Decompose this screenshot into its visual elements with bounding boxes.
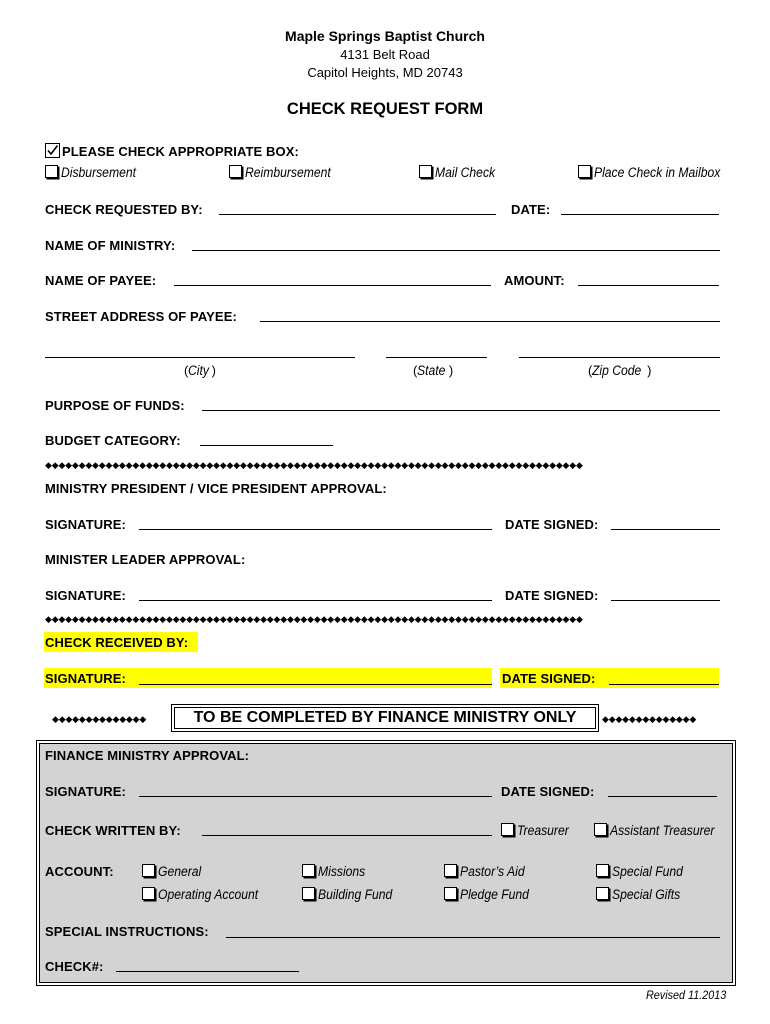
checkbox-label: Mail Check [435,165,496,180]
finance-signature-line[interactable] [139,796,492,797]
purpose-of-funds-line[interactable] [202,410,720,411]
name-of-payee-line[interactable] [174,285,491,286]
zip-line[interactable] [519,357,720,358]
checkbox-general[interactable] [142,863,206,881]
finance-banner-text: TO BE COMPLETED BY FINANCE MINISTRY ONLY [193,709,577,726]
checkbox-icon [45,165,58,178]
minister-date-signed-label: DATE SIGNED: [505,588,599,603]
purpose-of-funds-label: PURPOSE OF FUNDS: [45,398,185,413]
street-address-label: STREET ADDRESS OF PAYEE: [45,309,237,324]
name-of-payee-label: NAME OF PAYEE: [45,273,157,288]
city-caption: (City ) [184,363,216,378]
amount-line[interactable] [578,285,719,286]
checkbox-label: Missions [318,864,366,879]
president-signature-label: SIGNATURE: [45,517,126,532]
finance-banner [171,704,599,732]
check-received-by-label: CHECK RECEIVED BY: [45,635,189,650]
checkbox-disbursement[interactable] [45,164,144,182]
received-signature-label: SIGNATURE: [45,671,126,686]
checkbox-building-fund[interactable] [302,886,401,904]
checkbox-label: Reimbursement [245,165,331,180]
check-type-instruction [45,143,299,159]
checkbox-assistant-treasurer[interactable] [594,822,726,840]
checkbox-icon [444,864,457,877]
street-address-line[interactable] [260,321,720,322]
checkbox-label: Disbursement [61,165,136,180]
account-label: ACCOUNT: [45,864,114,879]
checkbox-label: Building Fund [318,887,393,902]
checkbox-label: Special Fund [612,864,683,879]
state-line[interactable] [386,357,487,358]
check-number-label: CHECK#: [45,959,104,974]
checkbox-icon [419,165,432,178]
checkbox-icon [578,165,591,178]
checkbox-icon [501,823,514,836]
zip-caption: (Zip Code ) [588,363,652,378]
check-written-by-line[interactable] [202,835,492,836]
check-requested-by-label: CHECK REQUESTED BY: [45,202,203,217]
checkbox-label: General [158,864,202,879]
checkbox-icon [444,887,457,900]
check-written-by-label: CHECK WRITTEN BY: [45,823,181,838]
check-type-instruction-text: PLEASE CHECK APPROPRIATE BOX: [62,144,299,159]
city-line[interactable] [45,357,355,358]
president-approval-heading: MINISTRY PRESIDENT / VICE PRESIDENT APPROVAL: [45,481,387,496]
zip-caption-text: Zip Code [592,363,642,378]
diamond-divider: ◆◆◆◆◆◆◆◆◆◆◆◆◆◆◆◆◆◆◆◆◆◆◆◆◆◆◆◆◆◆◆◆◆◆◆◆◆◆◆◆◆◆◆◆◆◆◆◆◆◆◆◆◆◆◆◆◆◆◆◆◆◆◆◆◆◆◆◆◆◆◆◆◆◆◆◆◆◆◆◆ [45,460,583,470]
checkbox-icon [596,887,609,900]
state-caption: (State ) [413,363,454,378]
received-date-signed-label: DATE SIGNED: [502,671,596,686]
president-date-signed-line[interactable] [611,529,720,530]
date-label: DATE: [511,202,551,217]
checkbox-icon [594,823,607,836]
minister-signature-line[interactable] [139,600,492,601]
special-instructions-label: SPECIAL INSTRUCTIONS: [45,924,209,939]
checkbox-mail-check[interactable] [419,164,502,182]
church-name: Maple Springs Baptist Church [285,28,485,44]
checkbox-missions[interactable] [302,863,371,881]
finance-approval-heading: FINANCE MINISTRY APPROVAL: [45,748,250,763]
checkbox-icon [229,165,242,178]
state-caption-text: State [417,363,446,378]
finance-date-signed-label: DATE SIGNED: [501,784,595,799]
minister-approval-heading: MINISTER LEADER APPROVAL: [45,552,246,567]
church-address-line2: Capitol Heights, MD 20743 [307,65,463,80]
amount-label: AMOUNT: [504,273,565,288]
checkbox-label: Assistant Treasurer [610,823,715,838]
banner-diamonds-right: ◆◆◆◆◆◆◆◆◆◆◆◆◆◆ [602,714,697,724]
received-date-signed-line[interactable] [609,684,719,685]
check-requested-by-line[interactable] [219,214,496,215]
checkbox-treasurer[interactable] [501,822,575,840]
name-of-ministry-label: NAME OF MINISTRY: [45,238,176,253]
checkbox-reimbursement[interactable] [229,164,340,182]
special-instructions-line[interactable] [226,937,720,938]
budget-category-label: BUDGET CATEGORY: [45,433,181,448]
finance-date-signed-line[interactable] [608,796,717,797]
checkbox-place-check-in-mailbox[interactable] [578,164,734,182]
finance-signature-label: SIGNATURE: [45,784,126,799]
checkbox-label: Place Check in Mailbox [594,165,721,180]
president-signature-line[interactable] [139,529,492,530]
checkbox-label: Special Gifts [612,887,681,902]
received-signature-line[interactable] [139,684,492,685]
checkbox-icon [596,864,609,877]
check-number-line[interactable] [116,971,299,972]
checked-box-icon [45,143,60,158]
name-of-ministry-line[interactable] [192,250,720,251]
checkbox-label: Operating Account [158,887,259,902]
city-caption-text: City [188,363,210,378]
checkbox-operating-account[interactable] [142,886,269,904]
checkbox-special-fund[interactable] [596,863,691,881]
date-line[interactable] [561,214,719,215]
minister-date-signed-line[interactable] [611,600,720,601]
checkbox-icon [142,887,155,900]
checkbox-pledge-fund[interactable] [444,886,537,904]
budget-category-line[interactable] [200,445,333,446]
checkbox-label: Pledge Fund [460,887,529,902]
minister-signature-label: SIGNATURE: [45,588,126,603]
checkbox-special-gifts[interactable] [596,886,688,904]
checkbox-pastors-aid[interactable] [444,863,532,881]
checkbox-icon [302,864,315,877]
checkbox-icon [302,887,315,900]
checkbox-icon [142,864,155,877]
banner-diamonds-left: ◆◆◆◆◆◆◆◆◆◆◆◆◆◆ [52,714,147,724]
diamond-divider: ◆◆◆◆◆◆◆◆◆◆◆◆◆◆◆◆◆◆◆◆◆◆◆◆◆◆◆◆◆◆◆◆◆◆◆◆◆◆◆◆◆◆◆◆◆◆◆◆◆◆◆◆◆◆◆◆◆◆◆◆◆◆◆◆◆◆◆◆◆◆◆◆◆◆◆◆◆◆◆◆ [45,614,583,624]
checkbox-label: Treasurer [517,823,569,838]
church-address-line1: 4131 Belt Road [340,47,430,62]
president-date-signed-label: DATE SIGNED: [505,517,599,532]
form-title: CHECK REQUEST FORM [286,100,484,118]
checkbox-label: Pastor’s Aid [460,864,525,879]
revised-note: Revised 11.2013 [646,988,727,1002]
